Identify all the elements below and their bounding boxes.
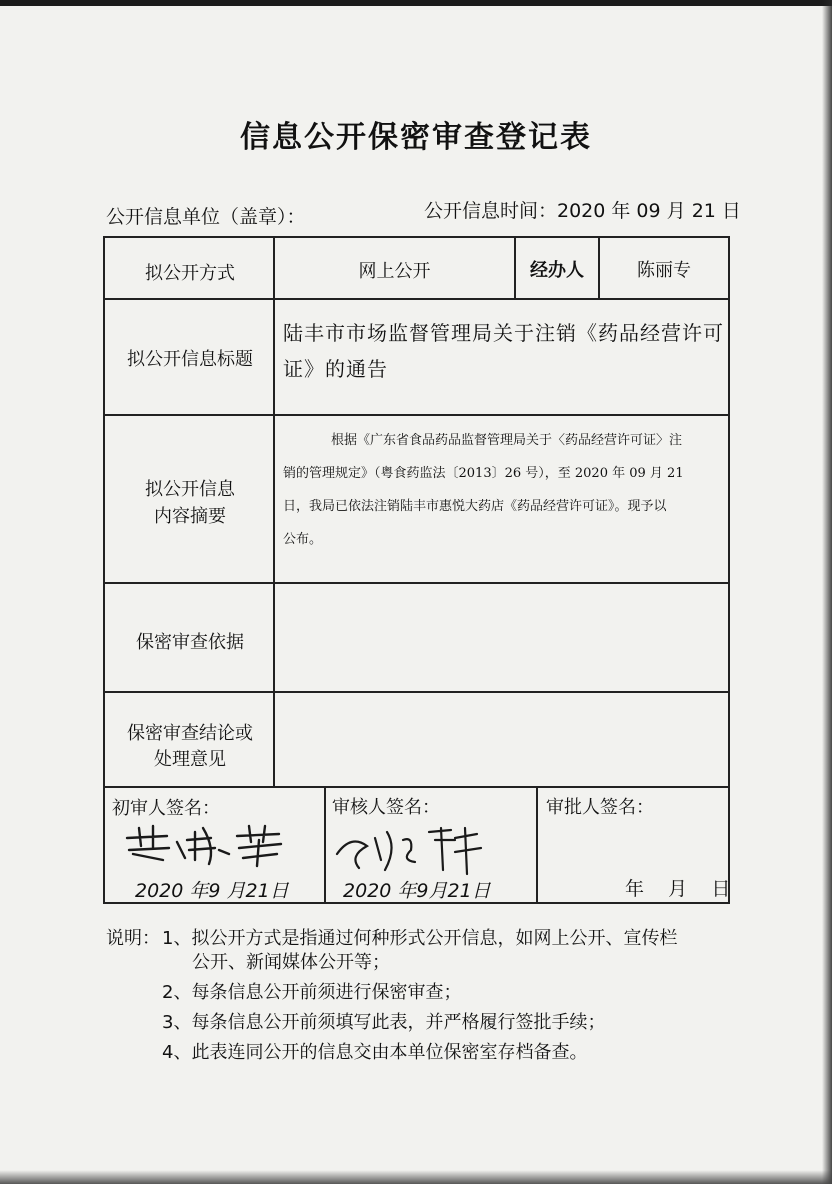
approver-date: 年 月 日 [625,878,731,900]
reviewer-label: 审核人签名： [332,797,440,818]
summary-label-2: 内容摘要 [154,506,226,527]
scan-top-edge [0,0,832,6]
row-divider [105,298,728,300]
handler-value: 陈丽专 [637,260,691,281]
publish-time: 公开信息时间：2020 年 09 月 21 日 [424,200,741,222]
basis-label: 保密审查依据 [136,632,244,653]
note-4: 4、此表连同公开的信息交由本单位保密室存档备查。 [162,1042,588,1063]
notes-prefix: 说明： [106,928,160,949]
note-3: 3、每条信息公开前须填写此表，并严格履行签批手续； [162,1012,606,1033]
summary-label-1: 拟公开信息 [145,479,235,500]
summary-line: 公布。 [283,532,323,547]
approver-label: 审批人签名： [546,797,654,818]
row-divider [105,786,728,788]
summary-line: 根据《广东省食品药品监督管理局关于〈药品经营许可证〉注 [331,433,683,448]
method-value: 网上公开 [358,261,431,282]
info-title-line1: 陆丰市市场监督管理局关于注销《药品经营许可 [283,321,724,345]
conclusion-label-1: 保密审查结论或 [127,723,253,744]
note-1-cont: 公开、新闻媒体公开等； [192,952,390,973]
method-label: 拟公开方式 [145,263,235,284]
conclusion-label-2: 处理意见 [154,749,226,770]
unit-label: 公开信息单位（盖章）： [106,206,306,228]
row-divider [105,582,728,584]
column-divider [324,786,326,904]
first-reviewer-signature [119,820,289,870]
row-divider [105,691,728,693]
row-divider [105,414,728,416]
review-table [103,236,730,904]
column-divider [536,786,538,904]
first-reviewer-label: 初审人签名： [112,798,220,819]
info-title-label: 拟公开信息标题 [127,349,253,370]
summary-line: 销的管理规定》（粤食药监法〔2013〕26 号），至 2020 年 09 月 21 [283,466,684,481]
scan-right-edge [822,0,832,1184]
reviewer-signature [331,820,501,880]
info-title-line2: 证》的通告 [283,357,388,381]
reviewer-date: 2020 年9月21日 [343,880,491,902]
scan-bottom-edge [0,1170,832,1184]
form-title: 信息公开保密审查登记表 [240,120,592,155]
summary-line: 日，我局已依法注销陆丰市惠悦大药店《药品经营许可证》。现予以 [283,499,667,514]
note-2: 2、每条信息公开前须进行保密审查； [162,982,462,1003]
note-1: 1、拟公开方式是指通过何种形式公开信息，如网上公开、宣传栏 [162,928,678,949]
first-reviewer-date: 2020 年9 月21日 [135,880,289,902]
handler-label: 经办人 [530,260,584,281]
